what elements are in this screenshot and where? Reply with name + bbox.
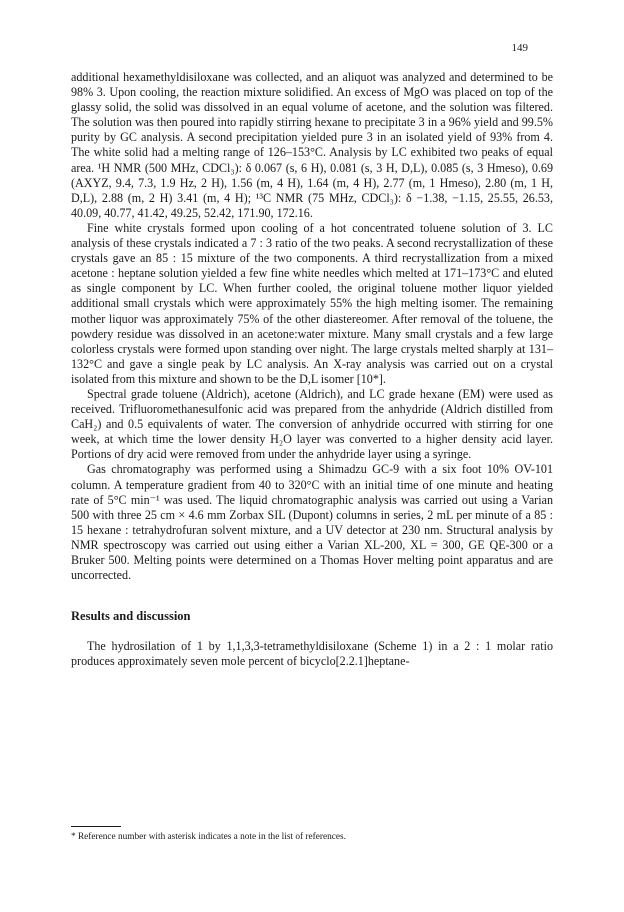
footnote-divider (71, 826, 121, 827)
experimental-paragraph-1: additional hexamethyldisiloxane was collected, and an aliquot was analyzed and determined to be 98% 3. Upon cooling, the reaction mixture solidified. An excess of MgO was placed on top of the glassy solid, the solid was dissolved in an equal volume of acetone, and the solution was filtered. The solution was then poured into rapidly stirring hexane to precipitate 3 in a 96% yield and 99.5% purity by GC analysis. A second precipitation yielded pure 3 in an isolated yield of 93% from 4. The white solid had a melting range of 126–153°C. Analysis by LC exhibited two peaks of equal area. ¹H NMR (500 MHz, CDCl₃): δ 0.067 (s, 6 H), 0.081 (s, 3 H, D,L), 0.085 (s, 3 Hmeso), 0.69 (AXYZ, 9.4, 7.3, 1.9 Hz, 2 H), 1.56 (m, 4 H), 1.64 (m, 4 H), 2.77 (m, 1 Hmeso), 2.80 (m, 1 H, D,L), 2.88 (m, 2 H) 3.41 (m, 4 H); ¹³C NMR (75 MHz, CDCl₃): δ −1.38, −1.15, 25.55, 26.53, 40.09, 40.77, 41.42, 49.25, 52.42, 171.90, 172.16. (71, 70, 553, 220)
experimental-paragraph-2: Fine white crystals formed upon cooling of a hot concentrated toluene solution of 3. LC analysis of these crystals indicated a 7 : 3 ratio of the two peaks. A second recrystallization of these crystals gave an 85 : 15 mixture of the two components. A third recrystallization from a mixed acetone : heptane solution yielded a few fine white needles which melted at 171–173°C and eluted as single component by LC. When further cooled, the original toluene mother liquor yielded additional small crystals which were approximately 55% the high melting isomer. The remaining mother liquor was approximately 75% of the other diastereomer. After removal of the toluene, the powdery residue was dissolved in an acetone:water mixture. Many small crystals and a few large colorless crystals were formed upon standing over night. The large crystals melted sharply at 131–132°C and gave a single peak by LC analysis. An X-ray analysis was carried out on a crystal isolated from this mixture and shown to be the D,L isomer [10*]. (71, 220, 553, 386)
footnote: * Reference number with asterisk indicates a note in the list of references. (71, 832, 346, 842)
experimental-paragraph-4: Gas chromatography was performed using a Shimadzu GC-9 with a six foot 10% OV-101 column. A temperature gradient from 40 to 320°C with an initial time of one minute and heating rate of 5°C min⁻¹ was used. The liquid chromatographic analysis was carried out using a Varian 500 with three 25 cm × 4.6 mm Zorbax SIL (Dupont) columns in series, 2 mL per minute of a 85 : 15 hexane : tetrahydrofuran solvent mixture, and a UV detector at 230 nm. Structural analysis by NMR spectroscopy was carried out using either a Varian XL-200, XL = 300, GE QE-300 or a Bruker 500. Melting points were determined on a Thomas Hover melting point apparatus and are uncorrected. (71, 462, 553, 583)
page-number: 149 (511, 42, 528, 54)
experimental-paragraph-3: Spectral grade toluene (Aldrich), acetone (Aldrich), and LC grade hexane (EM) were used as received. Trifluoromethanesulfonic acid was prepared from the anhydride (Aldrich distilled from CaH₂) and 0.5 equivalents of water. The conversion of anhydride occurred with stirring for one week, at which time the lower density H₂O layer was converted to a higher density acid layer. Portions of dry acid were removed from under the anhydride layer using a syringe. (71, 386, 553, 462)
results-paragraph: The hydrosilation of 1 by 1,1,3,3-tetramethyldisiloxane (Scheme 1) in a 2 : 1 molar ratio produces approximately seven mole percent of bicyclo[2.2.1]heptane- (71, 639, 553, 669)
article-body (71, 70, 553, 669)
section-heading: Results and discussion (71, 609, 191, 624)
